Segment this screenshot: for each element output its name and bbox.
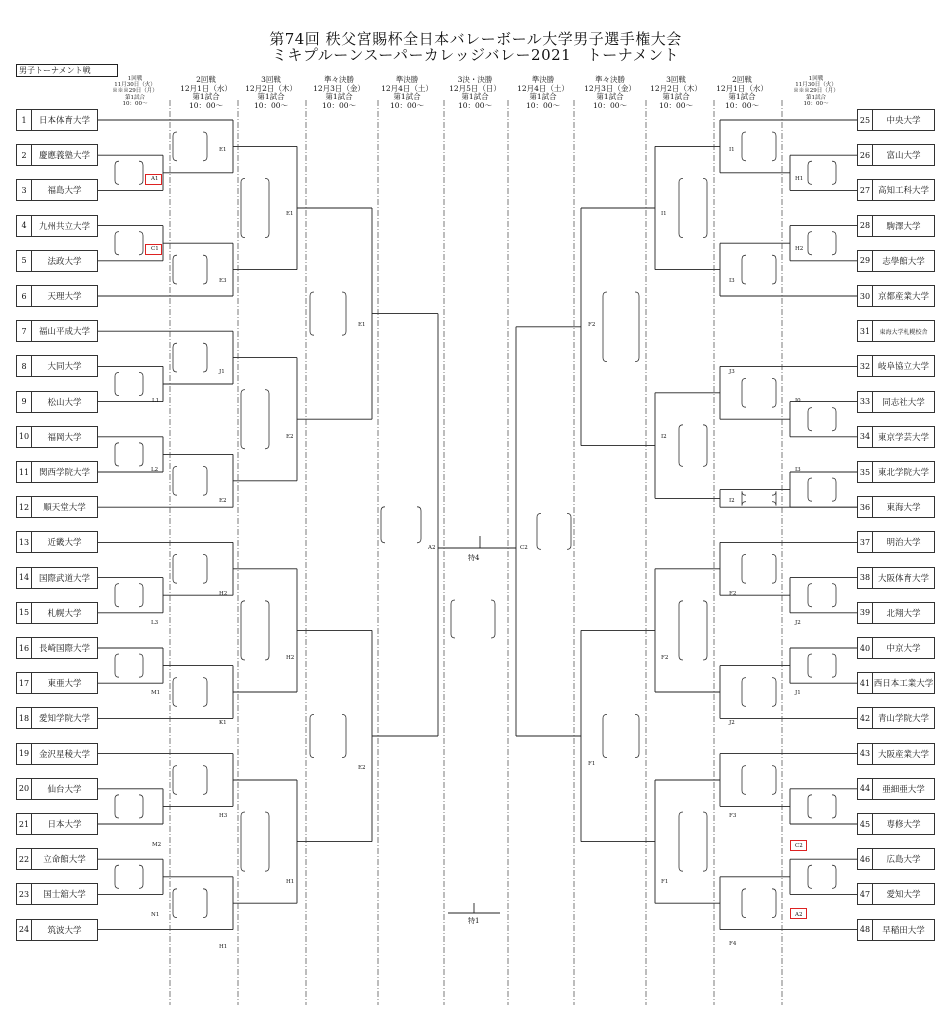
round-header-line: 第1試合 [596,92,624,101]
team-slot-left [16,567,98,589]
team-name: 長崎国際大学 [38,644,90,654]
team-number: 42 [858,708,873,728]
round-header-line: 10：00～ [592,100,628,110]
team-slot-left [16,743,98,765]
team-slot-left [16,355,98,377]
match-code: E2 [358,765,366,771]
match-code: J2 [729,720,735,726]
match-code: I2 [729,498,735,504]
team-number: 2 [17,145,32,165]
team-slot-left [16,531,98,553]
team-number: 35 [858,462,873,482]
team-number: 8 [17,356,32,376]
team-slot-left [16,883,98,905]
match-code: K1 [219,720,227,726]
team-name: 広島大学 [886,855,921,866]
match-code: C2 [520,545,528,551]
team-name: 駒澤大学 [886,221,921,232]
team-name: 東北学院大学 [877,468,929,478]
team-slot-left [16,672,98,694]
match-code: A1 [151,176,159,182]
match-code: C1 [151,246,159,252]
team-slot-left [16,919,98,941]
match-code: I1 [661,211,667,217]
match-code: H2 [795,246,804,252]
team-slot-left [16,144,98,166]
team-number: 23 [17,884,32,904]
team-number: 45 [858,814,873,834]
team-name: 明治大学 [886,538,921,549]
round-header-line: 3回戦 [261,75,281,84]
team-name: 志學館大学 [882,256,925,267]
team-slot-right [857,567,935,589]
team-name: 北翔大学 [886,608,921,619]
match-code: I3 [795,467,801,473]
round-header-line: 10：00～ [457,100,493,110]
match-code: E1 [219,147,227,153]
team-name: 法政大学 [47,256,82,267]
team-number: 3 [17,180,32,200]
match-code: L3 [151,620,159,626]
team-slot-left [16,813,98,835]
team-number: 32 [858,356,873,376]
round-header-line: 12月5日（日） [449,83,501,93]
round-header-line: 10：00～ [724,100,760,110]
team-number: 31 [858,321,873,341]
team-name: 松山大学 [47,397,82,408]
highlight-box [790,840,807,851]
match-code: F1 [661,879,669,885]
match-code: M2 [152,842,162,848]
team-number: 43 [858,744,873,764]
team-slot-left [16,461,98,483]
round-header-line: 10：00～ [122,100,148,107]
team-name: 東海大学札幌校舎 [879,328,928,336]
match-code: N1 [151,912,160,918]
team-slot-right [857,707,935,729]
team-name: 西日本工業大学 [873,679,934,690]
team-name: 亜細亜大学 [882,784,925,795]
round-header-line: 第1試合 [461,92,489,101]
round-header-line: 10：00～ [321,100,357,110]
team-name: 高知工科大学 [877,186,929,197]
match-code: F4 [729,941,737,947]
match-code: J1 [219,369,225,375]
team-name: 岐阜協立大学 [877,362,929,373]
match-code: M1 [151,690,161,696]
team-name: 金沢星稜大学 [38,749,90,760]
match-code: H1 [219,944,228,950]
match-code: A2 [428,545,436,551]
team-slot-right [857,461,935,483]
match-code: J3 [729,369,735,375]
team-number: 48 [858,920,873,940]
match-code: F1 [588,761,596,767]
round-header-line: 第1試合 [192,92,220,101]
round-header-line: 2回戦 [196,75,216,84]
team-name: 大阪産業大学 [877,749,929,760]
team-name: 慶應義塾大学 [38,151,90,162]
team-number: 44 [858,779,873,799]
team-number: 5 [17,251,32,271]
team-number: 39 [858,603,873,623]
match-code: F3 [729,813,737,819]
team-slot-right [857,496,935,518]
team-slot-left [16,250,98,272]
team-number: 12 [17,497,32,517]
round-header-line: 準決勝 [531,75,555,84]
third-place-label: 特4 [468,554,480,562]
team-name: 日本体育大学 [38,116,90,126]
team-name: 関西学院大学 [38,468,90,478]
team-name: 国際武道大学 [38,573,90,584]
match-code: I2 [661,434,667,440]
team-slot-right [857,672,935,694]
team-number: 41 [858,673,873,693]
round-header-line: 第1試合 [257,92,285,101]
team-name: 同志社大学 [882,397,925,408]
round-header-line: 12月4日（土） [517,83,569,93]
team-slot-right [857,848,935,870]
team-number: 36 [858,497,873,517]
team-number: 10 [17,427,32,447]
highlight-box [145,244,162,255]
round-header-line: 10：00～ [253,100,289,110]
team-slot-left [16,602,98,624]
match-code: H2 [219,591,228,597]
round-header-line: 10：00～ [803,100,829,107]
round-header-line: 3決・決勝 [457,75,493,84]
team-slot-right [857,144,935,166]
match-code: J1 [795,690,801,696]
team-number: 28 [858,216,873,236]
highlight-box [145,174,162,185]
match-code: H1 [286,879,295,885]
round-header-line: 第1試合 [806,94,826,101]
team-name: 富山大学 [886,151,921,162]
team-name: 仙台大学 [47,784,82,795]
team-slot-left [16,778,98,800]
match-code: E3 [219,278,227,284]
round-header-line: 12月3日（金） [313,83,365,93]
round-header-line: 12月3日（金） [584,83,636,93]
team-name: 愛知学院大学 [38,714,90,725]
team-name: 天理大学 [47,292,82,302]
team-name: 大同大学 [47,362,82,373]
team-name: 日本大学 [47,820,82,830]
team-number: 20 [17,779,32,799]
team-number: 11 [17,462,32,482]
match-code: E1 [358,322,366,328]
team-number: 17 [17,673,32,693]
round-header-line: 12月2日（木） [245,83,297,93]
round-header-line: 10：00～ [525,100,561,110]
round-header-line: 11月30日（火） [795,82,837,89]
round-header-line: 1回戦 [127,76,143,82]
match-code: E2 [219,498,227,504]
match-code: H3 [219,813,228,819]
team-slot-right [857,426,935,448]
round-header-line: 12月4日（土） [381,83,433,93]
team-number: 22 [17,849,32,869]
team-slot-left [16,426,98,448]
team-number: 24 [17,920,32,940]
team-name: 福島大学 [47,186,82,197]
match-code: J2 [795,620,801,626]
team-name: 京都産業大学 [877,292,929,302]
page-subtitle: ミキプルーンスーパーカレッジバレー2021 トーナメント [271,46,680,64]
team-slot-left [16,707,98,729]
team-slot-left [16,637,98,659]
team-number: 26 [858,145,873,165]
team-number: 21 [17,814,32,834]
team-slot-right [857,602,935,624]
team-number: 47 [858,884,873,904]
team-slot-left [16,848,98,870]
team-number: 14 [17,568,32,588]
team-number: 15 [17,603,32,623]
team-number: 19 [17,744,32,764]
team-number: 6 [17,286,32,306]
team-slot-right [857,391,935,413]
team-slot-right [857,883,935,905]
team-name: 愛知大学 [886,890,921,901]
match-code: I3 [729,278,735,284]
team-slot-right [857,250,935,272]
round-header-line: ※※※29日（月） [112,88,158,95]
team-number: 7 [17,321,32,341]
team-name: 札幌大学 [47,608,82,619]
team-slot-right [857,531,935,553]
team-number: 46 [858,849,873,869]
round-header-line: 1回戦 [808,76,824,82]
team-name: 筑波大学 [47,925,82,936]
round-header-line: 12月2日（木） [650,83,702,93]
team-slot-left [16,285,98,307]
match-code: H1 [795,176,804,182]
team-number: 40 [858,638,873,658]
round-header-line: 第1試合 [662,92,690,101]
match-code: I1 [729,147,735,153]
team-slot-right [857,320,935,342]
team-name: 福山平成大学 [38,327,90,338]
team-number: 25 [858,110,873,130]
round-header-line: 10：00～ [658,100,694,110]
team-name: 東京学芸大学 [877,432,929,443]
round-header-line: 12月1日（水） [716,83,768,93]
team-slot-left [16,179,98,201]
team-number: 27 [858,180,873,200]
round-header-line: 3回戦 [666,75,686,84]
match-code: F2 [588,322,596,328]
team-slot-left [16,320,98,342]
team-number: 16 [17,638,32,658]
final-label: 特1 [468,917,480,925]
team-name: 中京大学 [886,644,921,654]
round-header-line: 11月30日（火） [114,82,156,89]
match-code: L2 [151,467,159,473]
team-slot-right [857,743,935,765]
team-name: 順天堂大学 [43,503,86,514]
team-name: 青山学院大学 [877,714,929,725]
team-slot-left [16,109,98,131]
team-slot-left [16,496,98,518]
team-number: 13 [17,532,32,552]
team-slot-right [857,109,935,131]
team-name: 東亜大学 [47,679,82,690]
team-name: 立命館大学 [43,855,86,866]
round-header-line: ※※※29日（月） [793,88,839,95]
team-number: 1 [17,110,32,130]
round-header-line: 第1試合 [125,94,145,101]
team-number: 34 [858,427,873,447]
round-header-line: 第1試合 [393,92,421,101]
team-slot-right [857,179,935,201]
tournament-label: 男子トーナメント戦 [16,64,118,77]
team-name: 大阪体育大学 [877,573,929,584]
match-code: A2 [795,912,803,918]
match-code: E1 [286,211,294,217]
team-name: 国士舘大学 [43,890,86,901]
match-code: F2 [661,655,669,661]
round-header-line: 準々決勝 [595,75,625,84]
team-name: 九州共立大学 [38,221,90,232]
round-header-line: 第1試合 [325,92,353,101]
round-header-line: 準決勝 [395,75,419,84]
match-code: H2 [286,655,295,661]
team-name: 専修大学 [886,820,921,830]
match-code: I0 [795,398,801,404]
team-number: 4 [17,216,32,236]
team-number: 29 [858,251,873,271]
team-number: 37 [858,532,873,552]
page-title: 第74回 秩父宮賜杯全日本バレーボール大学男子選手権大会 [269,30,682,48]
round-header-line: 2回戦 [732,75,752,84]
team-slot-right [857,285,935,307]
round-header-line: 10：00～ [188,100,224,110]
team-slot-left [16,391,98,413]
team-number: 18 [17,708,32,728]
team-slot-right [857,813,935,835]
match-code: C2 [795,843,803,849]
team-number: 33 [858,392,873,412]
team-name: 近畿大学 [47,538,82,549]
team-number: 38 [858,568,873,588]
team-slot-right [857,778,935,800]
team-slot-right [857,215,935,237]
team-slot-left [16,215,98,237]
team-name: 東海大学 [886,503,921,514]
team-name: 中央大学 [886,116,921,126]
team-name: 福岡大学 [47,432,82,443]
highlight-box [790,908,807,919]
round-header-line: 準々決勝 [324,75,354,84]
match-code: E2 [286,434,294,440]
team-name: 早稲田大学 [882,925,925,936]
team-number: 9 [17,392,32,412]
team-slot-right [857,355,935,377]
round-header-line: 12月1日（水） [180,83,232,93]
round-header-line: 第1試合 [728,92,756,101]
team-slot-right [857,637,935,659]
team-number: 30 [858,286,873,306]
team-slot-right [857,919,935,941]
round-header-line: 10：00～ [389,100,425,110]
match-code: F2 [729,591,737,597]
round-header-line: 第1試合 [529,92,557,101]
match-code: L1 [152,398,160,404]
